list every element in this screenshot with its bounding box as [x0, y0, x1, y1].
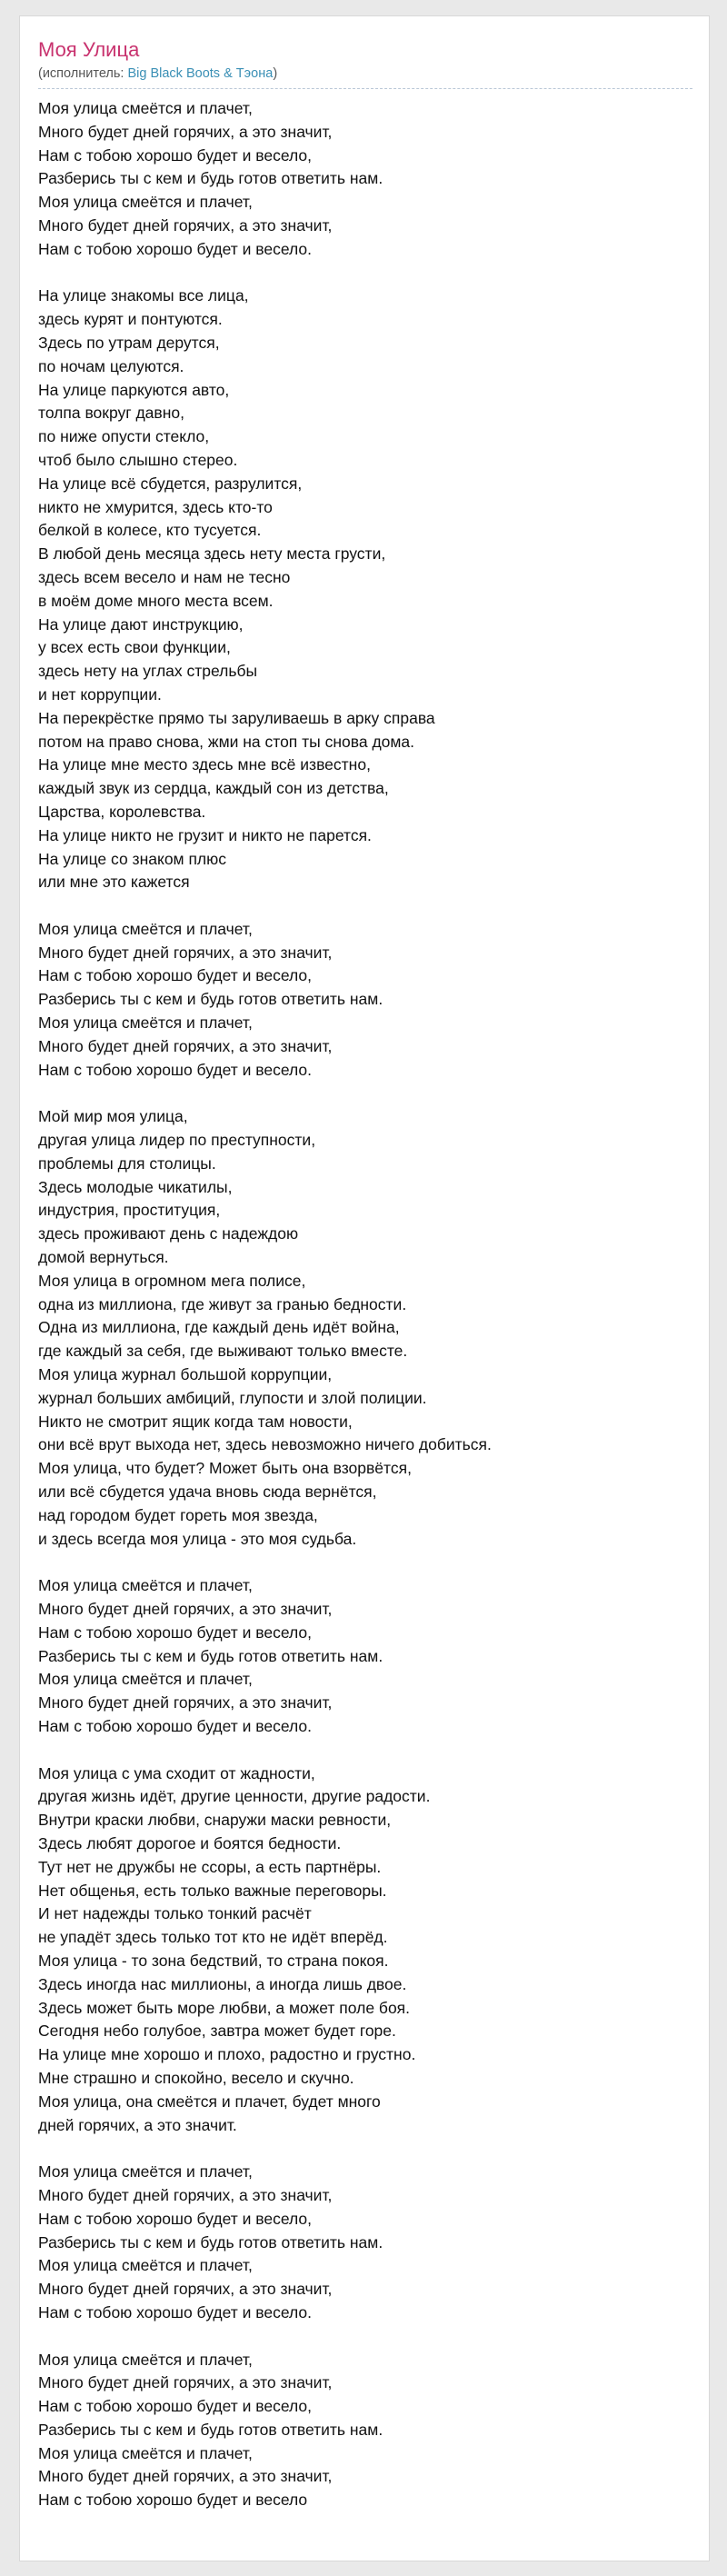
lyric-line: Здесь молодые чикатилы, — [38, 1177, 233, 1196]
lyric-line: здесь нету на углах стрельбы — [38, 662, 258, 681]
lyric-line: потом на право снова, жми на стоп ты снова дома. — [38, 732, 415, 751]
lyric-line: На улице мне место здесь мне всё известно, — [38, 755, 371, 774]
lyric-line: одна из миллиона, где живут за гранью бедности. — [38, 1294, 407, 1313]
lyrics-stanza — [38, 1105, 692, 1551]
lyrics-stanza — [38, 97, 692, 262]
lyric-line: Много будет дней горячих, а это значит, — [38, 1600, 333, 1618]
lyric-line: белкой в колесе, кто тусуется. — [38, 521, 262, 540]
lyric-line: проблемы для столицы. — [38, 1153, 216, 1173]
lyric-line: На улице никто не грузит и никто не парется. — [38, 825, 372, 844]
lyric-line: Нам с тобою хорошо будет и весело. — [38, 1060, 312, 1079]
lyric-line: Сегодня небо голубое, завтра может будет горе. — [38, 2022, 396, 2041]
lyric-line: Много будет дней горячих, а это значит, — [38, 2467, 333, 2486]
lyric-line: Много будет дней горячих, а это значит, — [38, 943, 333, 962]
lyric-line: Моя улица смеётся и плачет, — [38, 2443, 253, 2462]
lyric-line: На улице всё сбудется, разрулится, — [38, 474, 303, 493]
divider — [38, 88, 692, 89]
lyric-line: Много будет дней горячих, а это значит, — [38, 1036, 333, 1055]
lyric-line: Разберись ты с кем и будь готов ответить нам. — [38, 2420, 383, 2439]
lyric-line: Моя улица с ума сходит от жадности, — [38, 1763, 315, 1782]
lyric-line: Разберись ты с кем и будь готов ответить нам. — [38, 1646, 383, 1665]
lyric-line: Здесь иногда нас миллионы, а иногда лишь двое. — [38, 1974, 407, 1993]
artist-prefix: (исполнитель: — [38, 66, 128, 81]
lyric-line: по ниже опусти стекло, — [38, 427, 210, 446]
lyric-line: никто не хмурится, здесь кто-то — [38, 497, 273, 516]
lyric-line: Моя улица смеётся и плачет, — [38, 2350, 253, 2369]
lyric-line: Одна из миллиона, где каждый день идёт война, — [38, 1318, 400, 1337]
lyric-line: чтоб было слышно стерео. — [38, 450, 238, 469]
lyric-line: Царства, королевства. — [38, 802, 206, 821]
lyric-line: Никто не смотрит ящик когда там новости, — [38, 1412, 353, 1431]
lyric-line: Внутри краски любви, снаружи маски ревности, — [38, 1811, 392, 1830]
lyric-line: Нам с тобою хорошо будет и весело. — [38, 2302, 312, 2321]
lyric-line: Моя улица, что будет? Может быть она взорвётся, — [38, 1459, 412, 1478]
lyric-line: Моя улица журнал большой коррупции, — [38, 1365, 333, 1384]
lyric-line: Нам с тобою хорошо будет и весело, — [38, 2209, 312, 2228]
artist-link[interactable]: Big Black Boots & Тэона — [127, 66, 274, 81]
lyrics-stanza — [38, 1762, 692, 2138]
lyric-line: журнал больших амбиций, глупости и злой полиции. — [38, 1388, 427, 1407]
lyric-line: Моя улица смеётся и плачет, — [38, 1013, 253, 1033]
lyric-line: Мой мир моя улица, — [38, 1107, 188, 1126]
lyric-line: Моя улица смеётся и плачет, — [38, 2256, 253, 2275]
lyric-line: Нет общенья, есть только важные переговоры. — [38, 1881, 387, 1900]
lyric-line: И нет надежды только тонкий расчёт — [38, 1904, 312, 1923]
lyric-line: На улице со знаком плюс — [38, 849, 227, 868]
lyric-line: в моём доме много места всем. — [38, 591, 274, 610]
lyric-line: Разберись ты с кем и будь готов ответить нам. — [38, 2232, 383, 2252]
lyric-line: Много будет дней горячих, а это значит, — [38, 2373, 333, 2392]
lyrics-text — [38, 97, 692, 2536]
lyric-line: они всё врут выхода нет, здесь невозможно ничего добиться. — [38, 1435, 492, 1454]
lyric-line: здесь всем весело и нам не тесно — [38, 567, 291, 586]
lyric-line: Много будет дней горячих, а это значит, — [38, 2185, 333, 2204]
lyric-line: На улице дают инструкцию, — [38, 614, 244, 634]
lyric-line: здесь проживают день с надеждою — [38, 1224, 299, 1243]
lyric-line: Мне страшно и спокойно, весело и скучно. — [38, 2068, 354, 2087]
artist-line — [38, 65, 277, 83]
song-title: Моя Улица — [38, 38, 140, 61]
lyric-line: Нам с тобою хорошо будет и весело, — [38, 966, 312, 985]
lyric-line: или всё сбудется удача вновь сюда вернётся, — [38, 1483, 377, 1502]
lyric-line: индустрия, проституция, — [38, 1201, 221, 1220]
lyric-line: Моя улица смеётся и плачет, — [38, 1670, 253, 1689]
lyric-line: Моя улица, она смеётся и плачет, будет много — [38, 2092, 381, 2111]
lyric-line: Моя улица смеётся и плачет, — [38, 193, 253, 212]
lyric-line: Нам с тобою хорошо будет и весело, — [38, 2397, 312, 2416]
lyrics-stanza — [38, 2161, 692, 2325]
lyric-line: Нам с тобою хорошо будет и весело. — [38, 1716, 312, 1735]
lyric-line: и здесь всегда моя улица - это моя судьба. — [38, 1529, 357, 1548]
lyric-line: Нам с тобою хорошо будет и весело, — [38, 145, 312, 165]
lyric-line: Моя улица смеётся и плачет, — [38, 2162, 253, 2182]
lyric-line: Нам с тобою хорошо будет и весело, — [38, 1622, 312, 1642]
lyric-line: Моя улица смеётся и плачет, — [38, 1576, 253, 1595]
lyrics-stanza — [38, 2349, 692, 2513]
lyric-line: по ночам целуются. — [38, 356, 184, 375]
lyric-line: Много будет дней горячих, а это значит, — [38, 1693, 333, 1712]
lyric-line: у всех есть свои функции, — [38, 638, 231, 657]
lyric-line: Разберись ты с кем и будь готов ответить нам. — [38, 169, 383, 188]
lyric-line: Много будет дней горячих, а это значит, — [38, 122, 333, 141]
lyric-line: Разберись ты с кем и будь готов ответить нам. — [38, 990, 383, 1009]
lyric-line: не упадёт здесь только тот кто не идёт вперёд. — [38, 1928, 388, 1947]
lyric-line: другая улица лидер по преступности, — [38, 1131, 316, 1150]
lyric-line: другая жизнь идёт, другие ценности, другие радости. — [38, 1787, 431, 1806]
lyric-line: Моя улица в огромном мега полисе, — [38, 1271, 306, 1290]
artist-suffix: ) — [273, 66, 278, 81]
lyric-line: Моя улица - то зона бедствий, то страна покоя. — [38, 1951, 389, 1970]
lyric-line: каждый звук из сердца, каждый сон из детства, — [38, 779, 389, 798]
lyric-line: над городом будет гореть моя звезда, — [38, 1505, 318, 1524]
lyric-line: где каждый за себя, где выживают только вместе. — [38, 1342, 408, 1361]
lyric-line: дней горячих, а это значит. — [38, 2115, 237, 2134]
lyrics-card — [19, 15, 710, 2561]
lyric-line: На улице паркуются авто, — [38, 380, 230, 399]
lyric-line: На улице знакомы все лица, — [38, 286, 249, 305]
lyric-line: здесь курят и понтуются. — [38, 310, 223, 329]
lyric-line: Здесь может быть море любви, а может поле боя. — [38, 1998, 411, 2017]
lyric-line: Моя улица смеётся и плачет, — [38, 99, 253, 117]
lyric-line: На улице мне хорошо и плохо, радостно и грустно. — [38, 2045, 416, 2064]
lyrics-stanza — [38, 285, 692, 894]
lyric-line: В любой день месяца здесь нету места грусти, — [38, 544, 386, 564]
lyric-line: Тут нет не дружбы не ссоры, а есть партнёры. — [38, 1857, 382, 1876]
lyrics-stanza — [38, 918, 692, 1083]
lyric-line: Нам с тобою хорошо будет и весело — [38, 2491, 308, 2510]
lyric-line: Нам с тобою хорошо будет и весело. — [38, 239, 312, 258]
lyric-line: и нет коррупции. — [38, 684, 162, 704]
lyric-line: Много будет дней горячих, а это значит, — [38, 2280, 333, 2299]
lyric-line: толпа вокруг давно, — [38, 404, 184, 423]
lyric-line: Моя улица смеётся и плачет, — [38, 919, 253, 938]
lyric-line: или мне это кажется — [38, 873, 190, 892]
lyric-line: Здесь по утрам дерутся, — [38, 333, 220, 352]
lyric-line: На перекрёстке прямо ты заруливаешь в арку справа — [38, 708, 435, 727]
lyric-line: Много будет дней горячих, а это значит, — [38, 215, 333, 235]
lyric-line: домой вернуться. — [38, 1248, 169, 1267]
lyric-line: Здесь любят дорогое и боятся бедности. — [38, 1833, 342, 1852]
lyrics-stanza — [38, 1574, 692, 1739]
